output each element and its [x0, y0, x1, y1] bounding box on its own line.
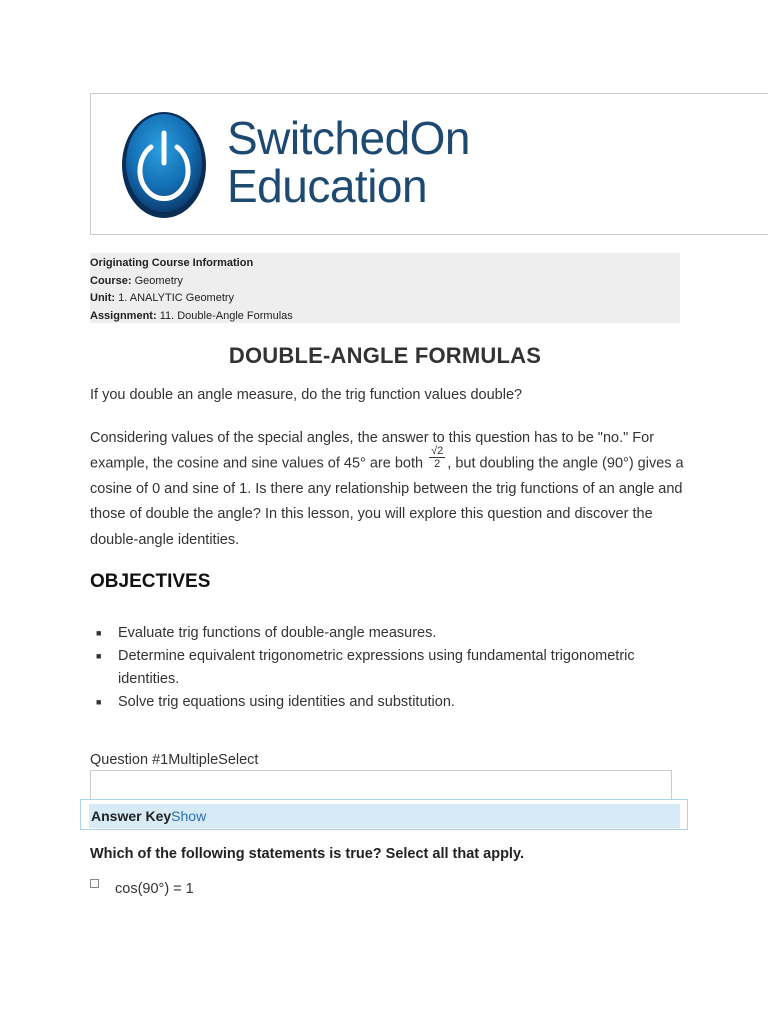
- logo-banner: [90, 93, 768, 235]
- question-prompt: Which of the following statements is true? Select all that apply.: [90, 846, 524, 862]
- answer-option[interactable]: [90, 877, 194, 897]
- list-item: ■ Solve trig equations using identities and substitution.: [90, 691, 670, 714]
- sqrt2-over-2-fraction: $\frac{√2}{2}$: [431, 445, 444, 471]
- intro-question: If you double an angle measure, do the trig function values double?: [90, 387, 523, 403]
- course-info-unit: Unit: 1. ANALYTIC Geometry: [90, 292, 235, 304]
- answer-key-bar: [89, 804, 680, 828]
- page-title: DOUBLE-ANGLE FORMULAS: [228, 343, 542, 368]
- show-answer-link[interactable]: Show: [171, 808, 207, 824]
- question-box: [90, 770, 672, 800]
- power-icon: [121, 111, 207, 219]
- objectives-list: [90, 622, 670, 714]
- list-item: ■ Determine equivalent trigonometric expressions using fundamental trigonometric identities.: [90, 645, 670, 691]
- list-item: ■ Evaluate trig functions of double-angle measures.: [90, 622, 670, 645]
- course-info-panel: [90, 253, 680, 323]
- course-info-heading: Originating Course Information: [90, 257, 254, 269]
- course-info-course: Course: Geometry: [90, 274, 183, 287]
- option-label: cos(90°) = 1: [115, 881, 194, 897]
- intro-paragraph: Considering values of the special angles, the answer to this question has to be "no." For example, the cosine and sine values of 45° are both $\frac{√2}{2}$ , but doubling the angle (90°) gives a cosine of 0 and sine of 1. Is there any relationship between the trig functions of an angle and those of double the angle? In this lesson, you will explore this question and discover the double-angle identities.: [90, 430, 684, 548]
- course-info-assignment: Assignment: 11. Double-Angle Formulas: [90, 309, 293, 322]
- answer-key-panel: [80, 799, 688, 830]
- bullet-icon: ■: [96, 651, 102, 661]
- option-checkbox[interactable]: [90, 879, 99, 888]
- question-label: Question #1MultipleSelect: [90, 752, 259, 768]
- brand-line-2: Education: [227, 160, 428, 212]
- bullet-icon: ■: [96, 697, 102, 707]
- objectives-title: OBJECTIVES: [90, 571, 211, 592]
- brand-line-1: SwitchedOn: [227, 112, 471, 164]
- brand-name: [227, 114, 470, 210]
- answer-key-label: Answer Key: [91, 808, 172, 824]
- bullet-icon: ■: [96, 628, 102, 638]
